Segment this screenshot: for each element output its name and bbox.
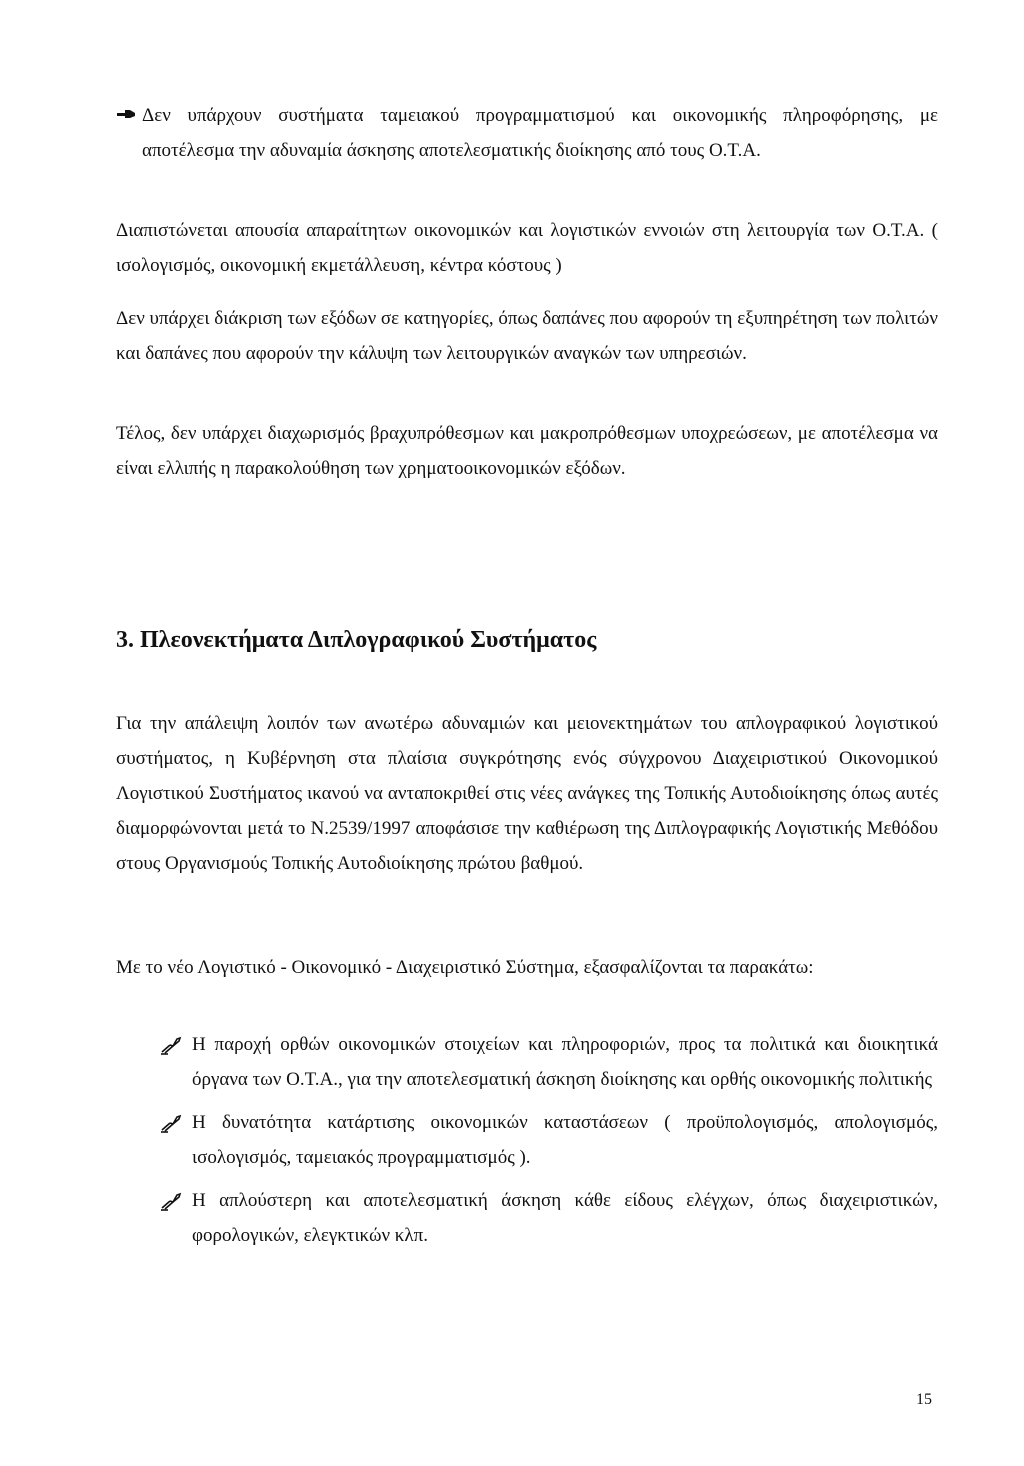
benefits-list	[160, 1027, 938, 1253]
pointing-hand-icon	[116, 107, 136, 121]
paragraph-government: Για την απάλειψη λοιπόν των ανωτέρω αδυναμιών και μειονεκτημάτων του απλογραφικού λογιστικού συστήματος, η Κυβέρνηση στα πλαίσια συγκρότησης ενός σύγχρονου Διαχειριστικού Οικονομικού Λογιστικού Συστήματος ικανού να ανταποκριθεί στις νέες ανάγκες της Τοπικής Αυτοδιοίκησης όπως αυτές διαμορφώνονται μετά το Ν.2539/1997 αποφάσισε την καθιέρωση της Διπλογραφικής Λογιστικής Μεθόδου στους Οργανισμούς Τοπικής Αυτοδιοίκησης πρώτου βαθμού.	[116, 713, 938, 874]
paragraph-expenses: Δεν υπάρχει διάκριση των εξόδων σε κατηγορίες, όπως δαπάνες που αφορούν τη εξυπηρέτηση των πολιτών και δαπάνες που αφορούν την κάλυψη των λειτουργικών αναγκών των υπηρεσιών.	[116, 308, 938, 364]
paragraph-new-system: Με το νέο Λογιστικό - Οικονομικό - Διαχειριστικό Σύστημα, εξασφαλίζονται τα παρακάτω:	[116, 957, 814, 978]
writing-hand-icon	[160, 1113, 182, 1133]
intro-bullet-text: Δεν υπάρχουν συστήματα ταμειακού προγραμματισμού και οικονομικής πληροφόρησης, με αποτέλεσμα την αδυναμία άσκησης αποτελεσματικής διοίκησης από τους Ο.Τ.Α.	[142, 105, 938, 161]
benefit-item-1: Η παροχή ορθών οικονομικών στοιχείων και πληροφοριών, προς τα πολιτικά και διοικητικά όργανα των Ο.Τ.Α., για την αποτελεσματική άσκηση διοίκησης και ορθής οικονομικής πολιτικής	[192, 1034, 938, 1090]
section-number: 3.	[116, 627, 134, 653]
paragraph-obligations: Τέλος, δεν υπάρχει διαχωρισμός βραχυπρόθεσμων και μακροπρόθεσμων υποχρεώσεων, με αποτέλεσμα να είναι ελλιπής η παρακολούθηση των χρηματοοικονομικών εξόδων.	[116, 423, 938, 479]
list-item	[160, 1027, 938, 1097]
intro-bullet	[116, 98, 938, 168]
list-item	[160, 1105, 938, 1175]
paragraph-concepts: Διαπιστώνεται απουσία απαραίτητων οικονομικών και λογιστικών εννοιών στη λειτουργία των Ο.Τ.Α. ( ισολογισμός, οικονομική εκμετάλλευση, κέντρα κόστους )	[116, 220, 938, 276]
writing-hand-icon	[160, 1035, 182, 1055]
section-heading	[116, 620, 596, 660]
list-item	[160, 1183, 938, 1253]
benefit-item-2: Η δυνατότητα κατάρτισης οικονομικών καταστάσεων ( προϋπολογισμός, απολογισμός, ισολογισμός, ταμειακός προγραμματισμός ).	[192, 1112, 938, 1168]
writing-hand-icon	[160, 1191, 182, 1211]
section-title: Πλεονεκτήματα Διπλογραφικού Συστήματος	[140, 627, 597, 653]
benefit-item-3: Η απλούστερη και αποτελεσματική άσκηση κάθε είδους ελέγχων, όπως διαχειριστικών, φορολογικών, ελεγκτικών κλπ.	[192, 1190, 938, 1246]
page-number: 15	[916, 1391, 932, 1408]
